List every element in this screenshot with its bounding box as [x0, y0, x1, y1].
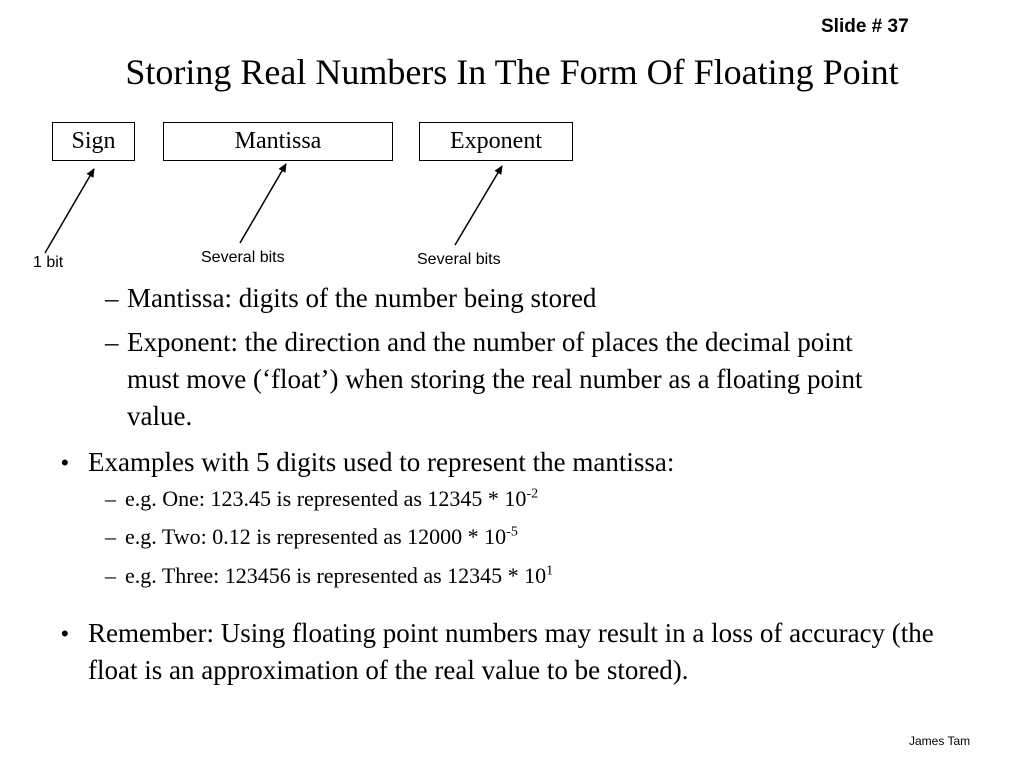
- slide-title: Storing Real Numbers In The Form Of Floating Point: [125, 52, 899, 92]
- example-exponent: 1: [546, 563, 554, 579]
- exponent-arrow: [455, 166, 502, 245]
- example-text: e.g. Two: 0.12 is represented as 12000 * 10: [125, 524, 507, 549]
- example-item: [105, 484, 539, 514]
- example-text: e.g. Three: 123456 is represented as 12345 * 10: [125, 563, 547, 588]
- example-exponent: -2: [526, 486, 539, 502]
- dash-marker: –: [105, 283, 119, 313]
- exponent-description: [105, 324, 907, 435]
- example-item: [105, 561, 554, 591]
- examples-bullet: [61, 444, 988, 481]
- mantissa-arrow: [240, 164, 286, 243]
- author-footer: James Tam: [909, 734, 971, 748]
- examples-bullet-text: Examples with 5 digits used to represent the mantissa:: [88, 447, 675, 477]
- mantissa-field-box: Mantissa: [163, 122, 393, 161]
- dash-marker: –: [105, 486, 116, 511]
- dash-marker: –: [105, 327, 119, 357]
- mantissa-size-label: Several bits: [201, 249, 285, 266]
- sign-size-label: 1 bit: [33, 254, 64, 271]
- exponent-description-text: Exponent: the direction and the number of places the decimal point must move (‘float’) when storing the real number as a floating point value.: [127, 327, 863, 431]
- mantissa-description-text: Mantissa: digits of the number being stored: [127, 283, 597, 313]
- exponent-field-box: Exponent: [419, 122, 573, 161]
- sign-arrow: [45, 169, 94, 253]
- sign-field-box: Sign: [52, 122, 135, 161]
- remember-bullet-text: Remember: Using floating point numbers may result in a loss of accuracy (the float is an approximation of the real value to be stored).: [88, 618, 934, 685]
- mantissa-description: [105, 280, 907, 317]
- dash-marker: –: [105, 563, 116, 588]
- example-text: e.g. One: 123.45 is represented as 12345 * 10: [125, 486, 527, 511]
- exponent-size-label: Several bits: [417, 251, 501, 268]
- example-item: [105, 522, 518, 552]
- bullet-marker: •: [61, 621, 69, 646]
- dash-marker: –: [105, 524, 116, 549]
- remember-bullet: [61, 615, 988, 689]
- field-arrows: [0, 0, 1024, 300]
- slide-number: Slide # 37: [821, 16, 909, 37]
- bullet-marker: •: [61, 450, 69, 475]
- example-exponent: -5: [506, 524, 518, 540]
